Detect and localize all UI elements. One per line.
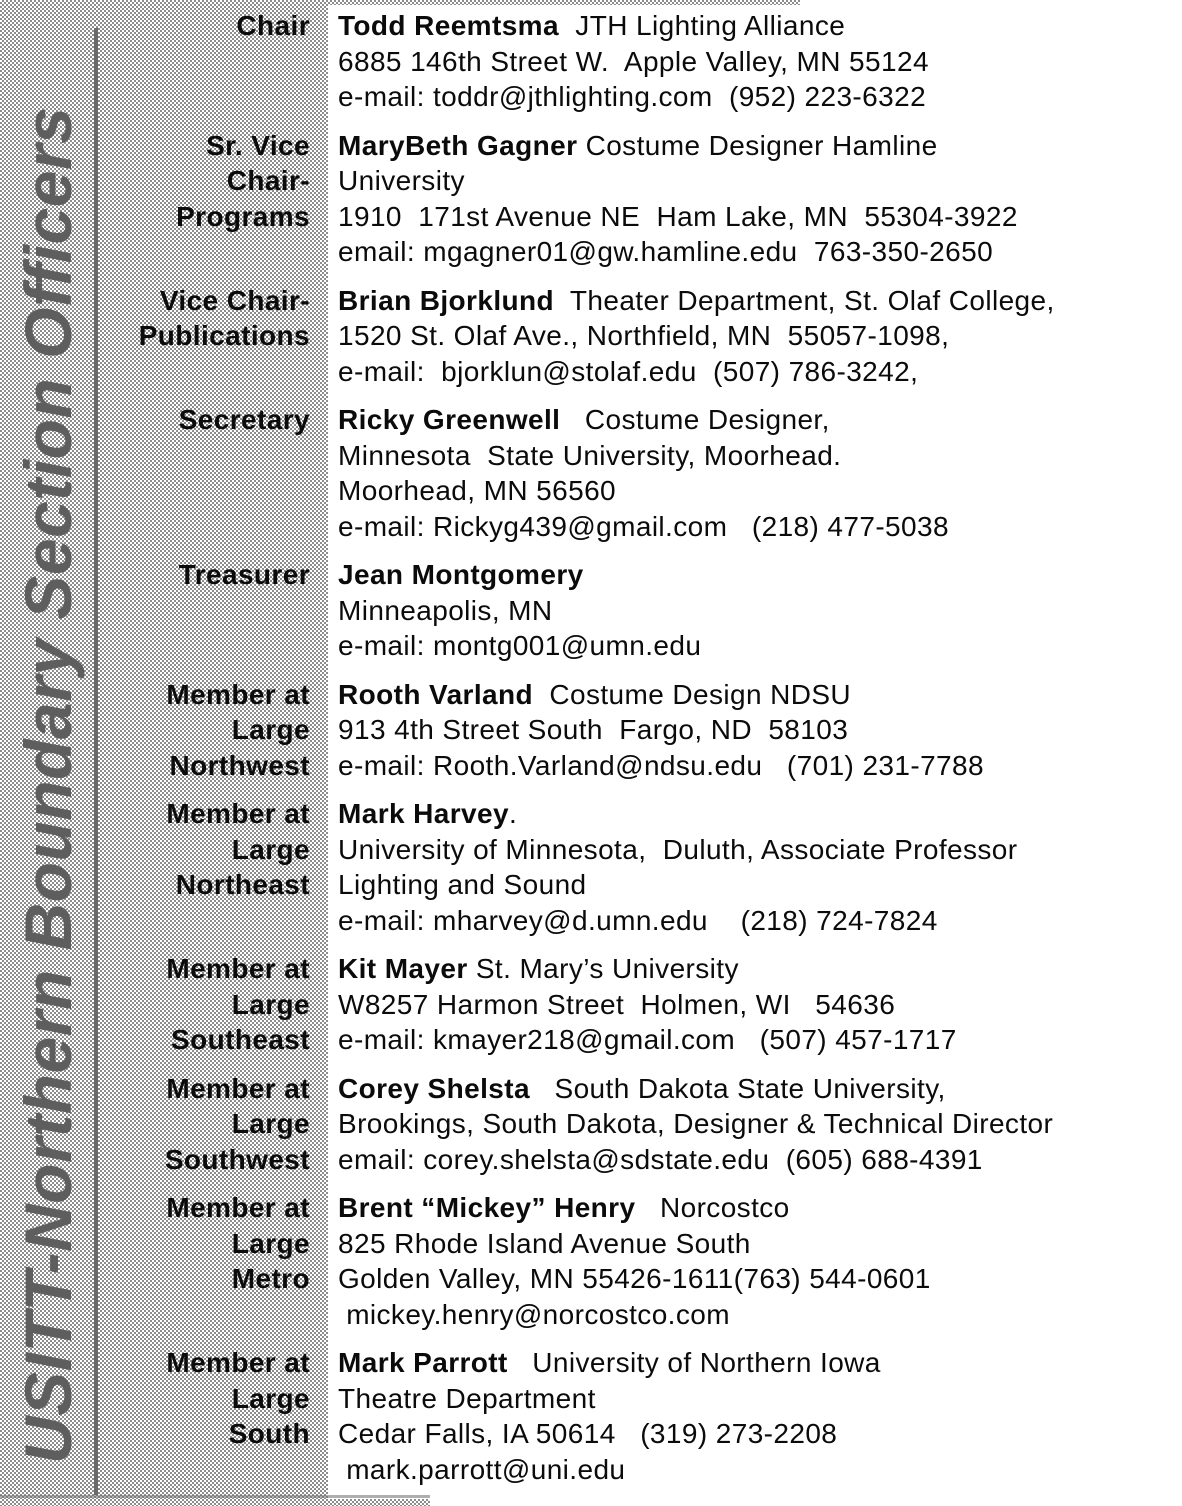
role-line: Member at xyxy=(166,953,310,984)
officer-detail-line: e-mail: bjorklun@stolaf.edu (507) 786-3242, xyxy=(338,355,919,387)
officer-row xyxy=(0,951,1182,1058)
role-line: Large xyxy=(231,1382,310,1414)
role-line: Southwest xyxy=(164,1143,310,1175)
officer-detail-line: 1910 171st Avenue NE Ham Lake, MN 55304-3922 xyxy=(338,200,1018,232)
role-line: Large xyxy=(231,833,310,865)
officer-title-text: Costume Designer Hamline xyxy=(577,129,938,161)
role-line: South xyxy=(228,1418,310,1449)
officer-title-text: Norcostco xyxy=(635,1192,790,1223)
role-label xyxy=(0,402,310,438)
officer-detail-line: e-mail: Rickyg439@gmail.com (218) 477-5038 xyxy=(338,510,949,542)
role-line: Northeast xyxy=(175,869,310,900)
scan-artifact-top-strip xyxy=(0,0,800,5)
officer-name: Corey Shelsta xyxy=(338,1072,530,1104)
officer-detail-line: Brookings, South Dakota, Designer & Technical Director xyxy=(338,1108,1054,1139)
officer-details xyxy=(338,796,1182,938)
officer-title-text: South Dakota State University, xyxy=(529,1072,946,1104)
officer-detail-line: e-mail: toddr@jthlighting.com (952) 223-6322 xyxy=(338,81,927,112)
role-line: Large xyxy=(231,1227,310,1259)
officer-first-line xyxy=(338,677,1182,713)
officer-name: MaryBeth Gagner xyxy=(338,129,578,161)
role-line: Large xyxy=(231,1108,310,1139)
officer-first-line xyxy=(338,283,1182,319)
role-line: Treasurer xyxy=(178,559,310,590)
role-line: Chair xyxy=(236,10,310,41)
role-line: Southeast xyxy=(171,1024,310,1055)
officer-detail-line: Lighting and Sound xyxy=(338,869,587,900)
officer-detail-line: Golden Valley, MN 55426-1611(763) 544-0601 xyxy=(338,1263,931,1294)
officer-name: Brian Bjorklund xyxy=(338,284,555,316)
officer-detail-line: mark.parrott@uni.edu xyxy=(338,1453,626,1485)
officer-detail-line: W8257 Harmon Street Holmen, WI 54636 xyxy=(338,988,896,1020)
role-line: Member at xyxy=(166,1347,310,1378)
officer-detail-line: Cedar Falls, IA 50614 (319) 273-2208 xyxy=(338,1418,838,1449)
officer-title-text: University of Northern Iowa xyxy=(507,1347,881,1378)
role-label xyxy=(0,128,310,235)
officer-details xyxy=(338,402,1182,544)
officer-row xyxy=(0,1071,1182,1178)
officer-name: Kit Mayer xyxy=(338,953,468,984)
officer-row xyxy=(0,8,1182,115)
scan-artifact-bottom-strip xyxy=(0,1499,430,1506)
officer-name: Rooth Varland xyxy=(338,678,533,710)
officer-detail-line: e-mail: mharvey@d.umn.edu (218) 724-7824 xyxy=(338,904,938,936)
officer-detail-line: e-mail: Rooth.Varland@ndsu.edu (701) 231-7788 xyxy=(338,749,984,781)
role-line: Secretary xyxy=(178,404,310,435)
role-label xyxy=(0,8,310,44)
officer-first-line xyxy=(338,1190,1182,1226)
officer-title-text: JTH Lighting Alliance xyxy=(558,10,846,41)
page-title-vertical: USITT-Northern Boundary Section Officers xyxy=(11,106,85,1464)
role-line: Metro xyxy=(231,1263,310,1294)
officer-title-text: St. Mary’s University xyxy=(467,953,739,984)
role-label xyxy=(0,1345,310,1452)
officer-details xyxy=(338,8,1182,115)
officer-first-line xyxy=(338,796,1182,832)
officer-detail-line: e-mail: kmayer218@gmail.com (507) 457-1717 xyxy=(338,1024,957,1055)
officer-detail-line: 825 Rhode Island Avenue South xyxy=(338,1227,751,1259)
officer-detail-line: e-mail: montg001@umn.edu xyxy=(338,630,702,661)
officer-title-text: Costume Designer, xyxy=(560,404,830,435)
officer-details xyxy=(338,557,1182,664)
officer-detail-line: mickey.henry@norcostco.com xyxy=(338,1298,730,1330)
officer-row xyxy=(0,283,1182,390)
role-line: Large xyxy=(231,988,310,1020)
officer-detail-line: Minneapolis, MN xyxy=(338,594,553,626)
officer-first-line xyxy=(338,402,1182,438)
officer-detail-line: University xyxy=(338,165,465,196)
officer-row xyxy=(0,1345,1182,1487)
officer-detail-line: 6885 146th Street W. Apple Valley, MN 55124 xyxy=(338,45,929,77)
officer-first-line xyxy=(338,557,1182,593)
officer-detail-line: Theatre Department xyxy=(338,1382,596,1414)
officer-row xyxy=(0,1190,1182,1332)
officer-name: Brent “Mickey” Henry xyxy=(338,1192,636,1223)
officer-title-text: Theater Department, St. Olaf College, xyxy=(554,284,1055,316)
officer-detail-line: Minnesota State University, Moorhead. xyxy=(338,439,842,471)
officer-name: Todd Reemtsma xyxy=(338,10,559,41)
officer-title-text: . xyxy=(508,798,518,829)
role-label xyxy=(0,557,310,593)
role-line: Programs xyxy=(176,200,310,232)
officer-name: Jean Montgomery xyxy=(338,559,584,590)
role-line: Publications xyxy=(138,320,310,351)
role-line: Member at xyxy=(166,1072,310,1104)
role-line: Member at xyxy=(166,1192,310,1223)
officer-detail-line: email: mgagner01@gw.hamline.edu 763-350-2650 xyxy=(338,236,994,267)
officer-details xyxy=(338,128,1182,270)
officer-title-text: Costume Design NDSU xyxy=(533,678,852,710)
officer-detail-line: 913 4th Street South Fargo, ND 58103 xyxy=(338,714,849,745)
officer-row xyxy=(0,402,1182,544)
officer-row xyxy=(0,796,1182,938)
officer-row xyxy=(0,557,1182,664)
officer-first-line xyxy=(338,1345,1182,1381)
officer-details xyxy=(338,1190,1182,1332)
role-label xyxy=(0,951,310,1058)
officer-detail-line: email: corey.shelsta@sdstate.edu (605) 688-4391 xyxy=(338,1143,983,1175)
officer-details xyxy=(338,1071,1182,1178)
officer-details xyxy=(338,951,1182,1058)
role-line: Chair- xyxy=(226,165,310,196)
role-line: Northwest xyxy=(169,749,310,781)
officer-name: Mark Parrott xyxy=(338,1347,508,1378)
officer-first-line xyxy=(338,951,1182,987)
officer-row xyxy=(0,128,1182,270)
role-line: Large xyxy=(231,714,310,745)
officer-details xyxy=(338,283,1182,390)
officer-name: Ricky Greenwell xyxy=(338,404,561,435)
officer-row xyxy=(0,677,1182,784)
role-line: Vice Chair- xyxy=(159,284,310,316)
role-line: Sr. Vice xyxy=(206,129,310,161)
role-line: Member at xyxy=(166,798,310,829)
role-line: Member at xyxy=(166,678,310,710)
role-label xyxy=(0,796,310,903)
role-label xyxy=(0,1190,310,1297)
officer-name: Mark Harvey xyxy=(338,798,509,829)
officer-detail-line: Moorhead, MN 56560 xyxy=(338,475,617,506)
officer-detail-line: 1520 St. Olaf Ave., Northfield, MN 55057-1098, xyxy=(338,320,950,351)
officer-details xyxy=(338,677,1182,784)
officer-details xyxy=(338,1345,1182,1487)
officer-list xyxy=(0,8,1182,1500)
role-label xyxy=(0,283,310,354)
officer-first-line xyxy=(338,1071,1182,1107)
officer-first-line xyxy=(338,8,1182,44)
role-label xyxy=(0,677,310,784)
officer-first-line xyxy=(338,128,1182,164)
role-label xyxy=(0,1071,310,1178)
officer-detail-line: University of Minnesota, Duluth, Associate Professor xyxy=(338,833,1018,865)
